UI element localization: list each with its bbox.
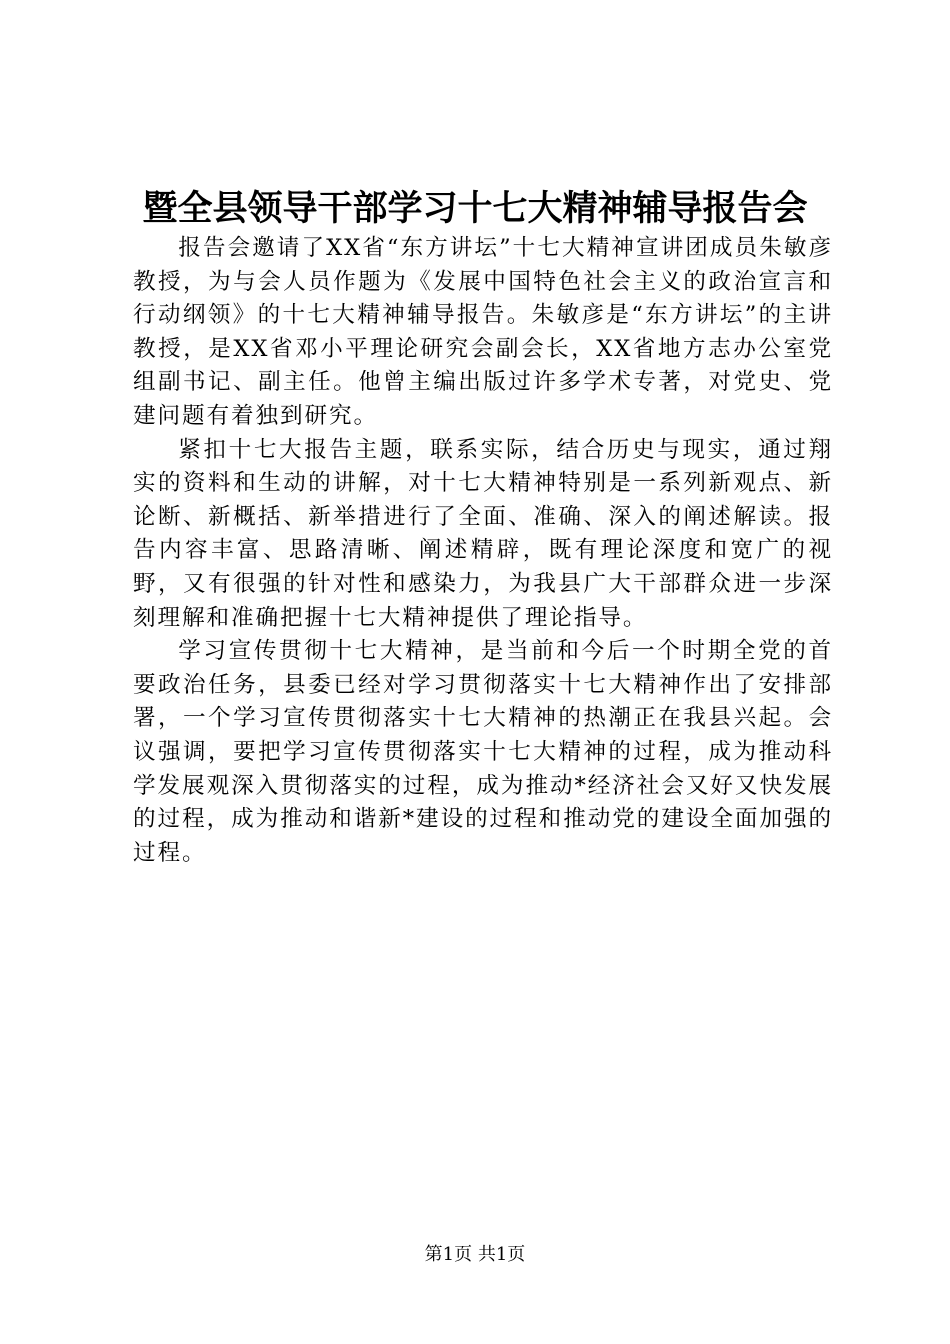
paragraph-2: 紧扣十七大报告主题，联系实际，结合历史与现实，通过翔实的资料和生动的讲解，对十七大精神特别是一系列新观点、新论断、新概括、新举措进行了全面、准确、深入的阐述解读。报告内容丰富、思路清晰、阐述精辟，既有理论深度和宽广的视野，又有很强的针对性和感染力，为我县广大干部群众进一步深刻理解和准确把握十七大精神提供了理论指导。 (133, 436, 833, 631)
paragraph-3: 学习宣传贯彻十七大精神，是当前和今后一个时期全党的首要政治任务，县委已经对学习贯彻落实十七大精神作出了安排部署，一个学习宣传贯彻落实十七大精神的热潮正在我县兴起。会议强调，要把学习宣传贯彻落实十七大精神的过程，成为推动科学发展观深入贯彻落实的过程，成为推动*经济社会又好又快发展的过程，成为推动和谐新*建设的过程和推动党的建设全面加强的过程。 (133, 638, 833, 866)
document-title: 暨全县领导干部学习十七大精神辅导报告会 (142, 189, 808, 229)
document-body (133, 232, 833, 870)
page-footer: 第1页 共1页 (424, 1244, 526, 1265)
paragraph-1: 报告会邀请了XX省“东方讲坛”十七大精神宣讲团成员朱敏彦教授，为与会人员作题为《发展中国特色社会主义的政治宣言和行动纲领》的十七大精神辅导报告。朱敏彦是“东方讲坛”的主讲教授，是XX省邓小平理论研究会副会长，XX省地方志办公室党组副书记、副主任。他曾主编出版过许多学术专著，对党史、党建问题有着独到研究。 (133, 235, 833, 429)
